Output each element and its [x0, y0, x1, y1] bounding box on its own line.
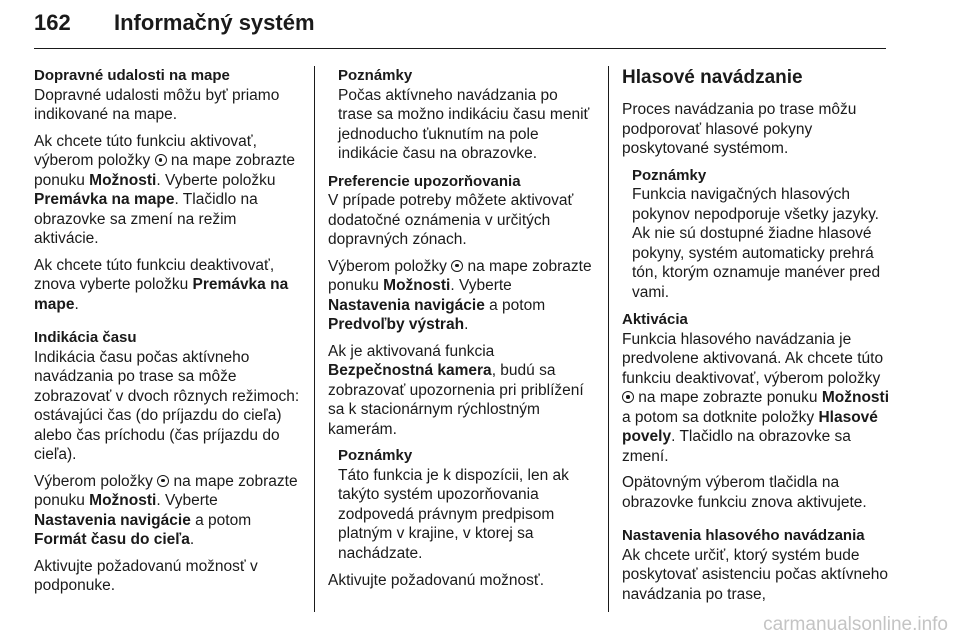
page-title: Informačný systém	[114, 10, 315, 35]
circle-dot-icon	[157, 475, 169, 487]
paragraph: Výberom položky na mape zobrazte ponuku Možnosti. Vyberte Nastavenia navigácie a potom Formát času do cieľa.	[34, 472, 298, 548]
paragraph: Ak chcete túto funkciu aktivovať, výberom položky na mape zobrazte ponuku Možnosti. Vyberte položku Premávka na mape. Tlačidlo na obrazovke sa zmení na režim aktivácie.	[34, 132, 295, 247]
column-3	[622, 66, 890, 611]
paragraph: Aktivujte požadovanú možnosť v podponuke.	[34, 557, 258, 594]
paragraph: Výberom položky na mape zobrazte ponuku Možnosti. Vyberte Nastavenia navigácie a potom Predvoľby výstrah.	[328, 257, 592, 333]
paragraph: Dopravné udalosti môžu byť priamo indikované na mape.	[34, 86, 280, 123]
note-heading: Poznámky	[632, 166, 707, 184]
section-heading: Indikácia času	[34, 329, 137, 346]
circle-dot-icon	[622, 391, 634, 403]
page-number: 162	[34, 10, 71, 35]
note-box	[328, 446, 596, 563]
note-text: Počas aktívneho navádzania po trase sa možno indikáciu času meniť jednoducho ťuknutím na pole indikácie času na obrazovke.	[338, 86, 590, 162]
note-box	[622, 166, 890, 303]
paragraph: Indikácia času počas aktívneho navádzania po trase sa môže zobrazovať v dvoch rôznych režimoch: ostávajúci čas (do príjazdu do cieľa) alebo čas príchodu (čas príjazdu do cieľa).	[34, 348, 300, 463]
note-heading: Poznámky	[338, 67, 413, 84]
paragraph: Aktivujte požadovanú možnosť.	[328, 572, 545, 589]
column-1	[34, 66, 302, 603]
watermark: carmanualsonline.info	[763, 614, 948, 635]
circle-dot-icon	[155, 154, 167, 166]
circle-dot-icon	[451, 260, 463, 272]
paragraph: Ak chcete určiť, ktorý systém bude poskytovať asistenciu počas aktívneho navádzania po trase,	[622, 546, 889, 603]
paragraph: V prípade potreby môžete aktivovať dodatočné oznámenia v určitých dopravných zónach.	[328, 192, 574, 248]
section-heading: Aktivácia	[622, 311, 688, 328]
column-divider	[608, 66, 609, 612]
note-text: Funkcia navigačných hlasových pokynov nepodporuje všetky jazyky. Ak nie sú dostupné žiadne hlasové pokyny, systém automaticky prehrá tón, ktorým oznamuje manéver pred vami.	[632, 186, 881, 301]
section-title: Hlasové navádzanie	[622, 67, 803, 88]
section-heading: Dopravné udalosti na mape	[34, 67, 230, 84]
note-text: Táto funkcia je k dispozícii, len ak takýto systém upozorňovania zodpovedá právnym predpisom platným v krajine, v ktorej sa nachádzate.	[338, 466, 569, 562]
paragraph: Opätovným výberom tlačidla na obrazovke funkciu znova aktivujete.	[622, 474, 867, 511]
page-header	[34, 4, 886, 49]
column-2	[328, 66, 596, 598]
paragraph: Proces navádzania po trase môžu podporovať hlasové pokyny poskytované systémom.	[622, 101, 857, 157]
paragraph: Funkcia hlasového navádzania je predvolene aktivovaná. Ak chcete túto funkciu deaktivovať, výberom položky na mape zobrazte ponuku Možnosti a potom sa dotknite položky Hlasové povely. Tlačidlo na obrazovke sa zmení.	[622, 330, 890, 465]
note-box	[328, 66, 596, 164]
paragraph: Ak je aktivovaná funkcia Bezpečnostná kamera, budú sa zobrazovať upozornenia pri priblížení sa k stacionárnym rýchlostným kamerám.	[328, 342, 584, 438]
section-heading: Nastavenia hlasového navádzania	[622, 527, 865, 544]
section-heading: Preferencie upozorňovania	[328, 172, 521, 190]
paragraph: Ak chcete túto funkciu deaktivovať, znova vyberte položku Premávka na mape.	[34, 256, 289, 313]
note-heading: Poznámky	[338, 447, 413, 464]
column-divider	[314, 66, 315, 612]
